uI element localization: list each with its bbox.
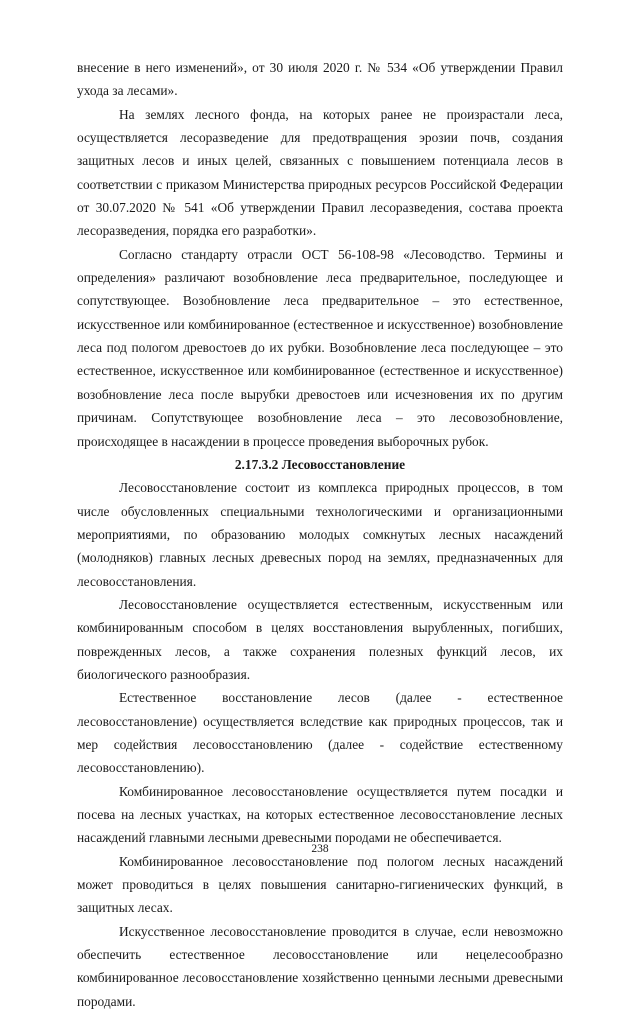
page-number: 238	[311, 843, 329, 855]
body-paragraph: Лесовосстановление осуществляется естественным, искусственным или комбинированным способом в целях восстановления вырубленных, погибших, поврежденных лесов, а также сохранения полезных функций лесов, их биологического разнообразия.	[77, 596, 563, 682]
body-paragraph: внесение в него изменений», от 30 июля 2020 г. № 534 «Об утверждении Правил ухода за лесами».	[77, 60, 563, 99]
body-paragraph: Лесовосстановление состоит из комплекса природных процессов, в том числе обусловленных специальными технологическими и организационными мероприятиями, по образованию молодых сомкнутых лесных насаждений (молодняков) главных лесных древесных пород на землях, предназначенных для лесовосстановления.	[77, 480, 563, 589]
document-page	[77, 56, 563, 1013]
body-paragraph: Естественное восстановление лесов (далее - естественное лесовосстановление) осуществляется вследствие как природных процессов, так и мер содействия лесовосстановлению (далее - содействие естественному лесовосстановлению).	[77, 690, 563, 776]
body-paragraph: На землях лесного фонда, на которых ранее не произрастали леса, осуществляется лесоразведение для предотвращения эрозии почв, создания защитных лесов и иных целей, связанных с повышением потенциала лесов в соответствии с приказом Министерства природных ресурсов Российской Федерации от 30.07.2020 № 541 «Об утверждении Правил лесоразведения, состава проекта лесоразведения, порядка его разработки».	[77, 106, 563, 239]
body-paragraph: Комбинированное лесовосстановление осуществляется путем посадки и посева на лесных участках, на которых естественное лесовосстановление лесных насаждений главными лесными древесными породами не обеспечивается.	[77, 783, 563, 846]
body-paragraph: Искусственное лесовосстановление проводится в случае, если невозможно обеспечить естественное лесовосстановление или нецелесообразно комбинированное лесовосстановление хозяйственно ценными лесными древесными породами.	[77, 923, 563, 1009]
body-paragraph: Комбинированное лесовосстановление под пологом лесных насаждений может проводиться в целях повышения санитарно-гигиенических функций, в защитных лесах.	[77, 853, 563, 916]
body-paragraph: Согласно стандарту отрасли ОСТ 56-108-98 «Лесоводство. Термины и определения» различают возобновление леса предварительное, последующее и сопутствующее. Возобновление леса предварительное – это естественное, искусственное или комбинированное (естественное и искусственное) возобновление леса под пологом древостоев до их рубки. Возобновление леса последующее – это естественное, искусственное или комбинированное (естественное и искусственное) возобновление леса после вырубки древостоев или исчезновения их по другим причинам. Сопутствующее возобновление леса – это лесовозобновление, происходящее в насаждении в процессе проведения выборочных рубок.	[77, 246, 563, 449]
section-heading: 2.17.3.2 Лесовосстановление	[234, 456, 406, 472]
